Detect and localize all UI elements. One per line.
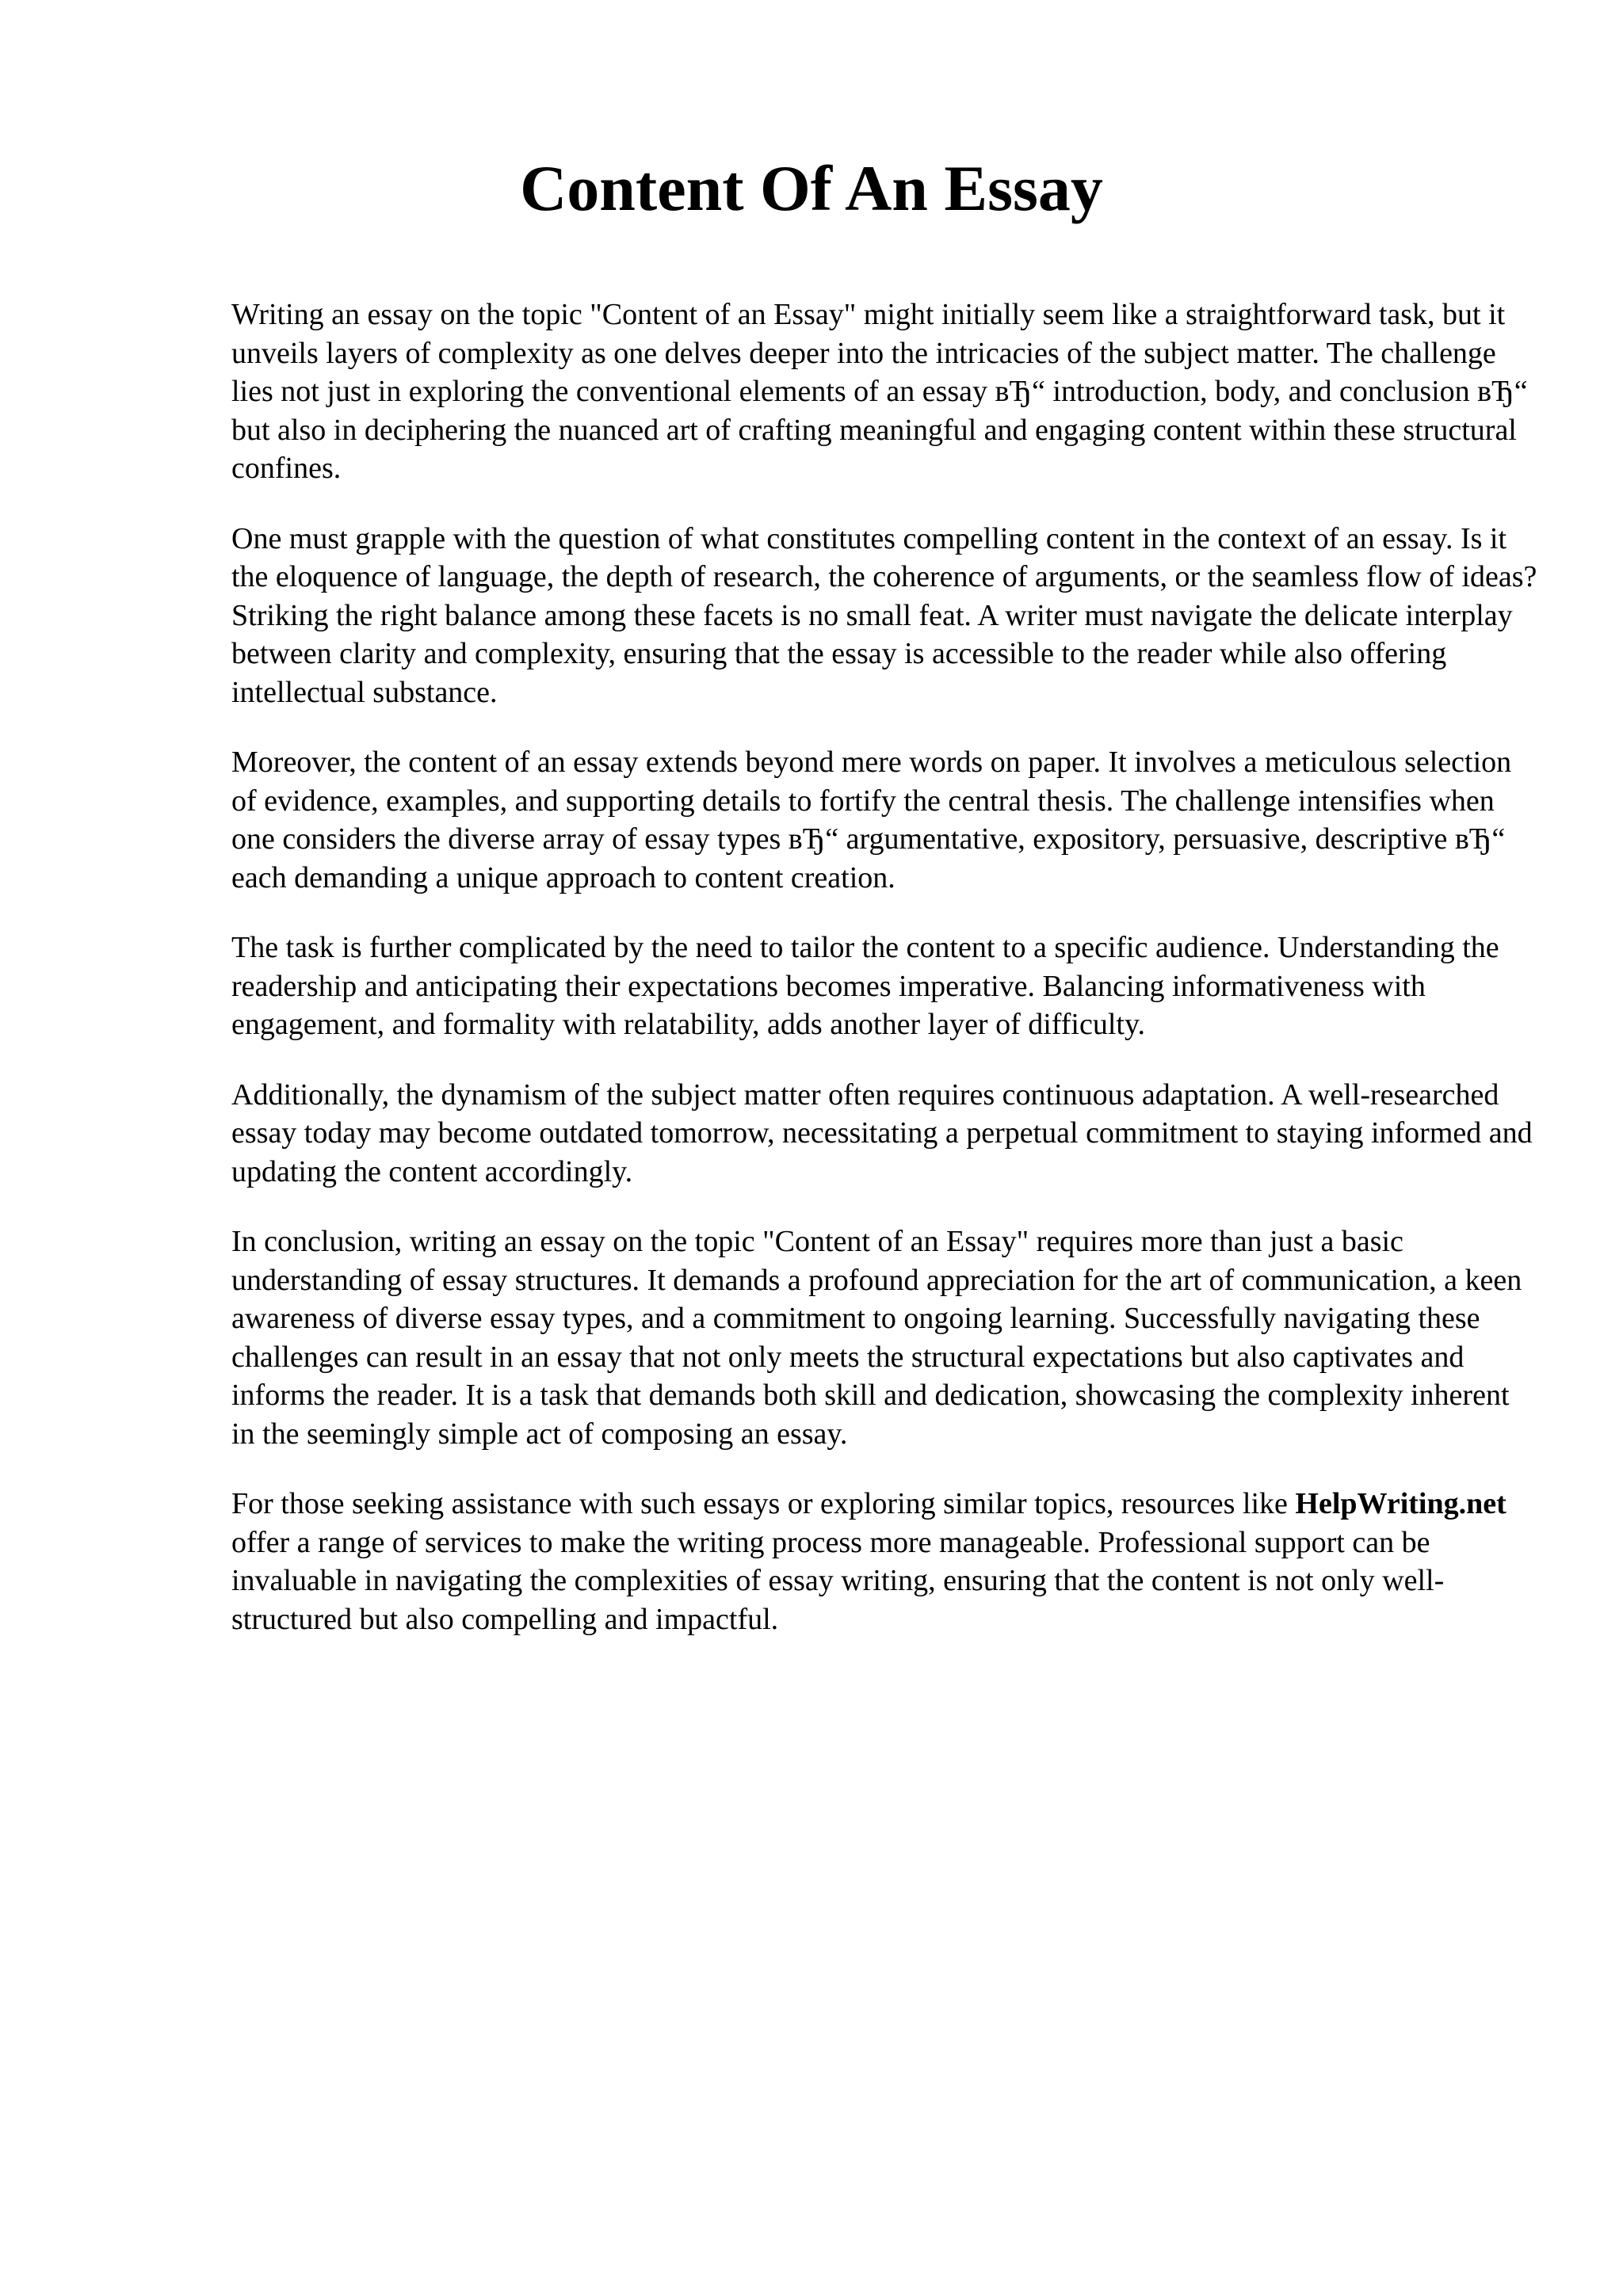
paragraph-5: Additionally, the dynamism of the subject matter often requires continuous adaptation. A well-researched essay today may become outdated tomorrow, necessitating a perpetual commitment to staying informed and updating the content accordingly. xyxy=(231,1077,1533,1188)
paragraph-7-lead: For those seeking assistance with such essays or exploring similar topics, resources like xyxy=(231,1487,1296,1520)
paragraph-7-tail: offer a range of services to make the writing process more manageable. Professional support can be invaluable in navigating the complexities of essay writing, ensuring that the content is not only well-structured but also compelling and impactful. xyxy=(231,1525,1445,1636)
paragraph-6: In conclusion, writing an essay on the topic "Content of an Essay" requires more than just a basic understanding of essay structures. It demands a profound appreciation for the art of communication, a keen awareness of diverse essay types, and a commitment to ongoing learning. Successfully navigating these challenges can result in an essay that not only meets the structural expectations but also captivates and informs the reader. It is a task that demands both skill and dedication, showcasing the complexity inherent in the seemingly simple act of composing an essay. xyxy=(231,1225,1522,1451)
paragraph-1: Writing an essay on the topic "Content of an Essay" might initially seem like a straightforward task, but it unveils layers of complexity as one delves deeper into the intricacies of the subject matter. The challenge lies not just in exploring the conventional elements of an essay вЂ“ introduction, body, and conclusion вЂ“ but also in deciphering the nuanced art of crafting meaningful and engaging content within these structural confines. xyxy=(231,298,1528,485)
paragraph-7 xyxy=(231,1485,1539,1638)
paragraph-2: One must grapple with the question of what constitutes compelling content in the context of an essay. Is it the eloquence of language, the depth of research, the coherence of arguments, or the seamless flow of ideas? Striking the right balance among these facets is no small feat. A writer must navigate the delicate interplay between clarity and complexity, ensuring that the essay is accessible to the reader while also offering intellectual substance. xyxy=(231,521,1537,709)
helpwriting-link[interactable]: HelpWriting.net xyxy=(1295,1487,1507,1520)
document-body xyxy=(231,296,1539,1670)
document-title: Content Of An Essay xyxy=(520,152,1103,224)
paragraph-4: The task is further complicated by the need to tailor the content to a specific audience. Understanding the readership and anticipating their expectations becomes imperative. Balancing informativeness with engagement, and formality with relatability, adds another layer of difficulty. xyxy=(231,931,1499,1041)
paragraph-3: Moreover, the content of an essay extends beyond mere words on paper. It involves a meticulous selection of evidence, examples, and supporting details to fortify the central thesis. The challenge intensifies when one considers the diverse array of essay types вЂ“ argumentative, expository, persuasive, descriptive вЂ“ each demanding a unique approach to content creation. xyxy=(231,746,1512,894)
